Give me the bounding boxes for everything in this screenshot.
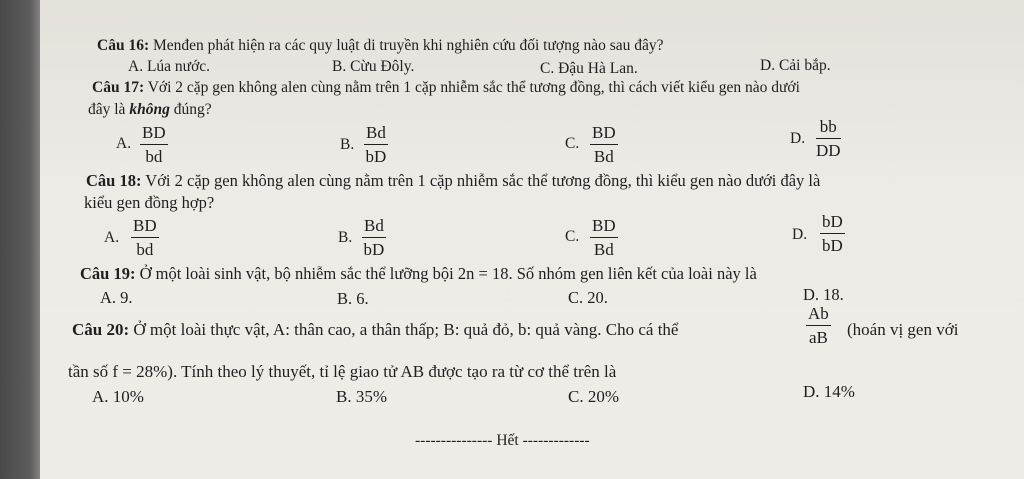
q17-option-a-letter: A. (116, 135, 132, 152)
end-left-dashes: --------------- (415, 432, 493, 449)
question-18-text: Với 2 cặp gen không alen cùng nằm trên 1 cặp nhiễm sắc thể tương đồng, thì kiểu gen nào dưới đây là (141, 171, 821, 190)
q16-option-a: A. Lúa nước. (128, 58, 211, 75)
end-right-dashes: ------------- (522, 432, 590, 449)
q17-option-d-fraction (816, 118, 841, 159)
question-17 (92, 79, 800, 97)
question-18 (86, 171, 820, 191)
q18-a-numerator: BD (131, 217, 159, 238)
q17-d-numerator: bb (816, 118, 841, 139)
q18-option-d-letter: D. (792, 226, 808, 243)
q19-option-d: D. 18. (803, 285, 844, 304)
question-18-label: Câu 18: (86, 171, 142, 190)
question-18-line2: kiểu gen đồng hợp? (84, 193, 215, 212)
question-20-label: Câu 20: (72, 320, 130, 339)
q17-d-denominator: DD (816, 141, 841, 160)
q17-option-c-fraction (590, 124, 618, 165)
q18-option-c-letter: C. (565, 228, 580, 245)
q17-option-d-letter: D. (790, 130, 806, 147)
q20-numerator: Ab (806, 305, 831, 326)
question-20-line2: tần số f = 28%). Tính theo lý thuyết, tỉ lệ giao tử AB được tạo ra từ cơ thể trên là (68, 362, 617, 381)
question-17-text2c: đúng? (169, 101, 212, 118)
q20-option-c: C. 20% (568, 387, 619, 406)
question-16-text: Menđen phát hiện ra các quy luật di truyền khi nghiên cứu đối tượng nào sau đây? (149, 37, 664, 54)
question-19 (80, 264, 757, 284)
q18-b-denominator: bD (363, 240, 385, 259)
end-text: Hết (492, 432, 523, 449)
question-20-after-fraction: (hoán vị gen với (847, 320, 959, 339)
q16-option-c: C. Đậu Hà Lan. (540, 60, 638, 77)
q18-option-c-fraction (590, 217, 618, 258)
q20-option-d: D. 14% (803, 382, 855, 401)
q17-option-b-letter: B. (340, 136, 355, 153)
end-marker (415, 432, 590, 450)
q18-d-numerator: bD (820, 213, 845, 234)
q20-denominator: aB (808, 328, 828, 347)
question-17-text2a: đây là (88, 101, 130, 118)
q18-a-denominator: bd (136, 240, 154, 259)
q18-option-b-letter: B. (338, 229, 353, 246)
question-17-label: Câu 17: (92, 79, 145, 96)
q20-option-b: B. 35% (336, 387, 387, 406)
q17-option-c-letter: C. (565, 135, 580, 152)
q18-option-a-letter: A. (104, 229, 120, 246)
question-20-text: Ở một loài thực vật, A: thân cao, a thân thấp; B: quả đỏ, b: quả vàng. Cho cá thể (129, 320, 679, 339)
q19-option-c: C. 20. (568, 288, 608, 307)
q20-genotype-fraction (806, 305, 831, 346)
question-20 (72, 320, 678, 340)
question-19-text: Ở một loài sinh vật, bộ nhiễm sắc thể lưỡng bội 2n = 18. Số nhóm gen liên kết của loài này là (135, 264, 757, 283)
q19-option-b: B. 6. (337, 289, 369, 308)
question-16 (97, 37, 664, 55)
q17-a-denominator: bd (145, 147, 163, 166)
q18-option-d-fraction (820, 213, 845, 254)
q18-c-denominator: Bd (593, 240, 614, 259)
q17-b-numerator: Bd (364, 124, 388, 145)
q16-option-b: B. Cừu Đôly. (332, 58, 415, 75)
q17-option-b-fraction (364, 124, 388, 165)
q19-option-a: A. 9. (100, 288, 133, 307)
question-17-emphasis: không (129, 101, 170, 118)
q16-option-d: D. Cải bắp. (760, 57, 831, 74)
q17-c-denominator: Bd (593, 147, 614, 166)
question-17-text: Với 2 cặp gen không alen cùng nằm trên 1 cặp nhiễm sắc thể tương đồng, thì cách viết kiểu gen nào dưới (144, 79, 800, 96)
question-19-label: Câu 19: (80, 264, 136, 283)
question-17-line2 (88, 101, 212, 119)
q18-d-denominator: bD (822, 236, 843, 255)
question-16-label: Câu 16: (97, 37, 150, 54)
q17-option-a-fraction (140, 124, 168, 165)
q18-c-numerator: BD (590, 217, 618, 238)
q20-option-a: A. 10% (92, 387, 144, 406)
q17-a-numerator: BD (140, 124, 168, 145)
q17-c-numerator: BD (590, 124, 618, 145)
q18-option-a-fraction (131, 217, 159, 258)
q18-option-b-fraction (362, 217, 386, 258)
q17-b-denominator: bD (365, 147, 387, 166)
q18-b-numerator: Bd (362, 217, 386, 238)
